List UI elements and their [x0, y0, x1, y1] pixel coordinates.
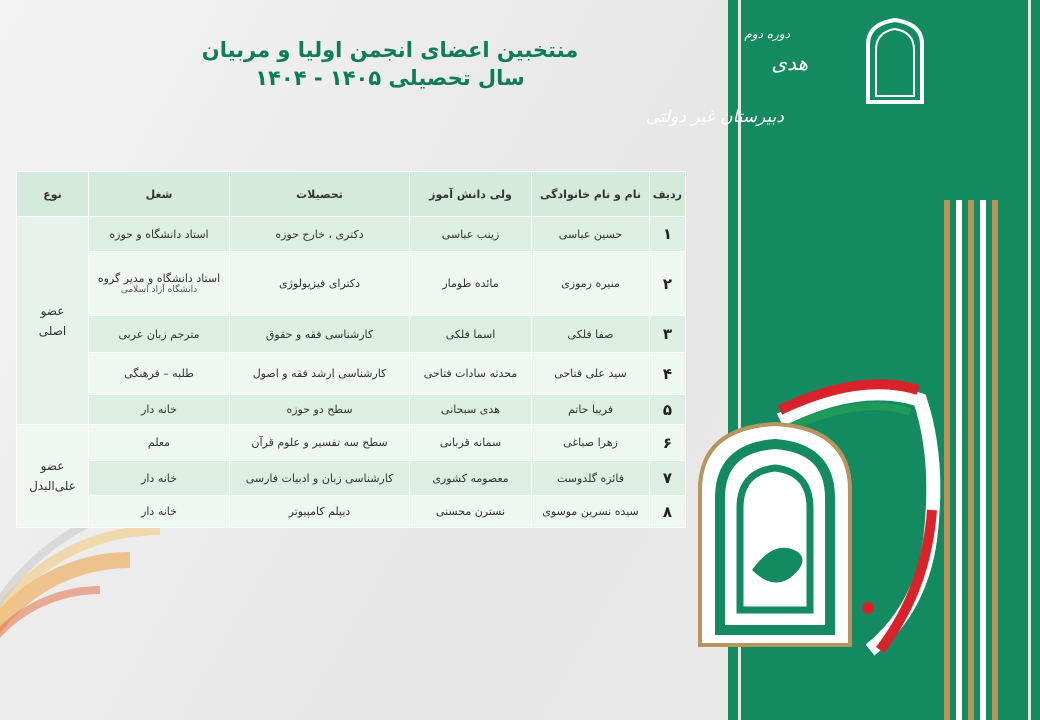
header-row-no: ردیف [650, 172, 686, 217]
member-name: حسین عباسی [532, 217, 650, 252]
job: خانه دار [89, 395, 230, 425]
education: دیپلم کامپیوتر [230, 496, 410, 528]
job: طلبه – فرهنگی [89, 353, 230, 395]
type-alternate-member [17, 425, 89, 528]
logo-name: هدی [771, 51, 808, 75]
panel-stripe-right [1028, 0, 1031, 720]
job: استاد دانشگاه و حوزه [89, 217, 230, 252]
member-name: زهرا صباغی [532, 425, 650, 461]
member-name: صفا فلکی [532, 316, 650, 353]
job-cell [89, 252, 230, 316]
table-row [17, 496, 686, 528]
title-line-1: منتخبین اعضای انجمن اولیا و مربیان [201, 38, 579, 62]
row-no: ۱ [650, 217, 686, 252]
table-row [17, 316, 686, 353]
job: خانه دار [89, 496, 230, 528]
header-guardian: ولی دانش آموز [410, 172, 532, 217]
type-main-member [17, 217, 89, 425]
table-row [17, 252, 686, 316]
education: سطح دو حوزه [230, 395, 410, 425]
table-row [17, 217, 686, 252]
guardian-name: نسترن محسنی [410, 496, 532, 528]
logo-period: دوره دوم [744, 27, 790, 41]
page-title [160, 36, 620, 92]
member-name: فائزه گلدوست [532, 461, 650, 496]
row-no: ۲ [650, 252, 686, 316]
education: سطح سه تفسیر و علوم قرآن [230, 425, 410, 461]
job: استاد دانشگاه و مدیر گروه [97, 272, 221, 285]
job-sub: دانشگاه آزاد اسلامی [120, 285, 198, 295]
education: کارشناسی فقه و حقوق [230, 316, 410, 353]
guardian-name: معصومه کشوری [410, 461, 532, 496]
row-no: ۸ [650, 496, 686, 528]
members-table [16, 171, 686, 528]
row-no: ۷ [650, 461, 686, 496]
type-line-2: اصلی [38, 323, 67, 338]
header-education: تحصیلات [230, 172, 410, 217]
member-name: منیره رموزی [532, 252, 650, 316]
member-name: فریبا حاتم [532, 395, 650, 425]
member-name: سید علی فتاحی [532, 353, 650, 395]
type-line-2: علی‌البدل [29, 479, 76, 493]
guardian-name: اسما فلکی [410, 316, 532, 353]
logo-school: دبیرستان غیر دولتی [645, 107, 784, 127]
row-no: ۵ [650, 395, 686, 425]
education: دکترای فیزیولوژی [230, 252, 410, 316]
education: کارشناسی ارشد فقه و اصول [230, 353, 410, 395]
row-no: ۳ [650, 316, 686, 353]
education: کارشناسی زبان و ادبیات فارسی [230, 461, 410, 496]
header-type: نوع [17, 172, 89, 217]
table-row [17, 425, 686, 461]
flag-emblem-icon [862, 602, 874, 614]
job: معلم [89, 425, 230, 461]
row-no: ۶ [650, 425, 686, 461]
table-header-row [17, 172, 686, 217]
table-row [17, 395, 686, 425]
decorative-arcs [0, 560, 240, 720]
job: مترجم زبان عربی [89, 316, 230, 353]
mosque-arch-emblem [690, 420, 860, 650]
row-no: ۴ [650, 353, 686, 395]
job: خانه دار [89, 461, 230, 496]
member-name: سیده نسرین موسوی [532, 496, 650, 528]
header-job: شغل [89, 172, 230, 217]
title-line-2: سال تحصیلی ۱۴۰۵ - ۱۴۰۴ [255, 66, 525, 90]
school-logo [645, 14, 932, 142]
table-row [17, 353, 686, 395]
guardian-name: سمانه قربانی [410, 425, 532, 461]
type-line-1: عضو [40, 459, 65, 473]
guardian-name: هدی سبحانی [410, 395, 532, 425]
guardian-name: مائده طومار [410, 252, 532, 316]
education: دکتری ، خارج حوزه [230, 217, 410, 252]
guardian-name: زینب عباسی [410, 217, 532, 252]
guardian-name: محدثه سادات فتاحی [410, 353, 532, 395]
header-name: نام و نام خانوادگی [532, 172, 650, 217]
table-row [17, 461, 686, 496]
type-line-1: عضو [40, 303, 65, 318]
